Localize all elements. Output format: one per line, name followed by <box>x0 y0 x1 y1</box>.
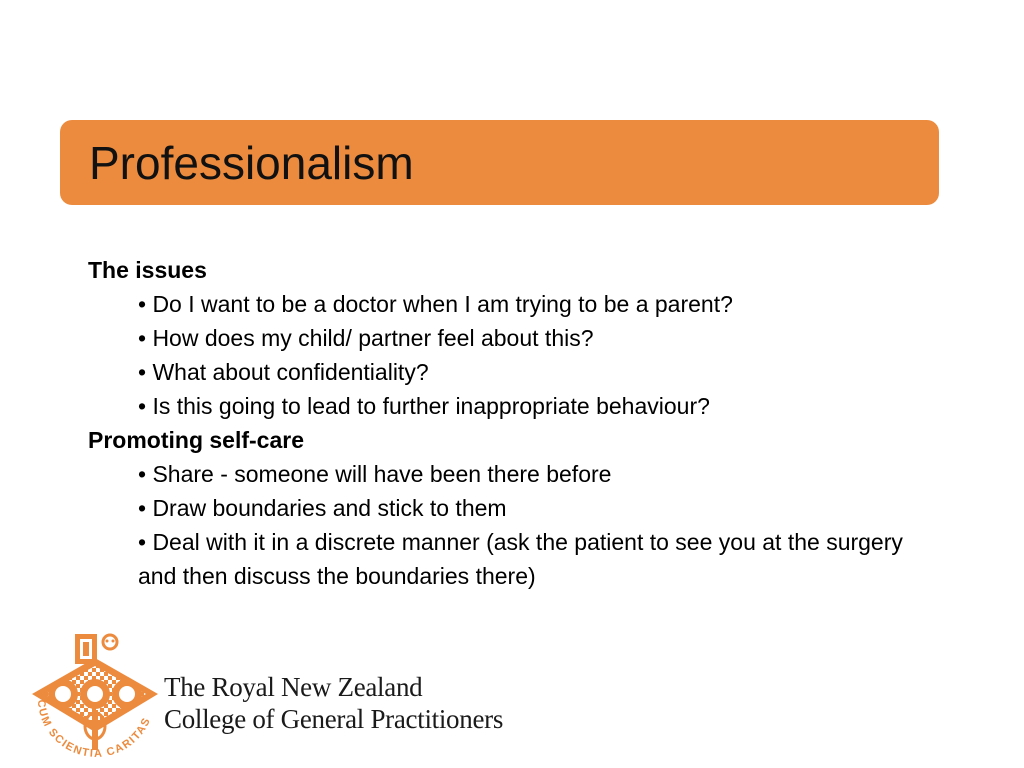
org-name-line2: College of General Practitioners <box>164 704 504 734</box>
slide-body <box>88 253 948 593</box>
bullet-item: • Deal with it in a discrete manner (ask the patient to see you at the surgery and then discuss the boundaries there) <box>138 529 903 589</box>
title-bar <box>60 120 939 205</box>
logo-motto: CUM SCIENTIA CARITAS <box>34 699 154 761</box>
bullet-item: • Share - someone will have been there before <box>138 461 612 487</box>
bullet-item: • Draw boundaries and stick to them <box>138 495 507 521</box>
slide-title: Professionalism <box>89 137 414 189</box>
bullet-item: • What about confidentiality? <box>138 359 429 385</box>
bullet-item: • Is this going to lead to further inappropriate behaviour? <box>138 393 710 419</box>
bullet-item: • Do I want to be a doctor when I am trying to be a parent? <box>138 291 733 317</box>
organization-name <box>164 671 503 735</box>
section-heading-self-care: Promoting self-care <box>88 427 304 453</box>
org-name-line1: The Royal New Zealand <box>164 672 423 702</box>
section-heading-issues: The issues <box>88 257 207 283</box>
bullet-item: • How does my child/ partner feel about this? <box>138 325 594 351</box>
college-crest-logo <box>20 628 170 763</box>
